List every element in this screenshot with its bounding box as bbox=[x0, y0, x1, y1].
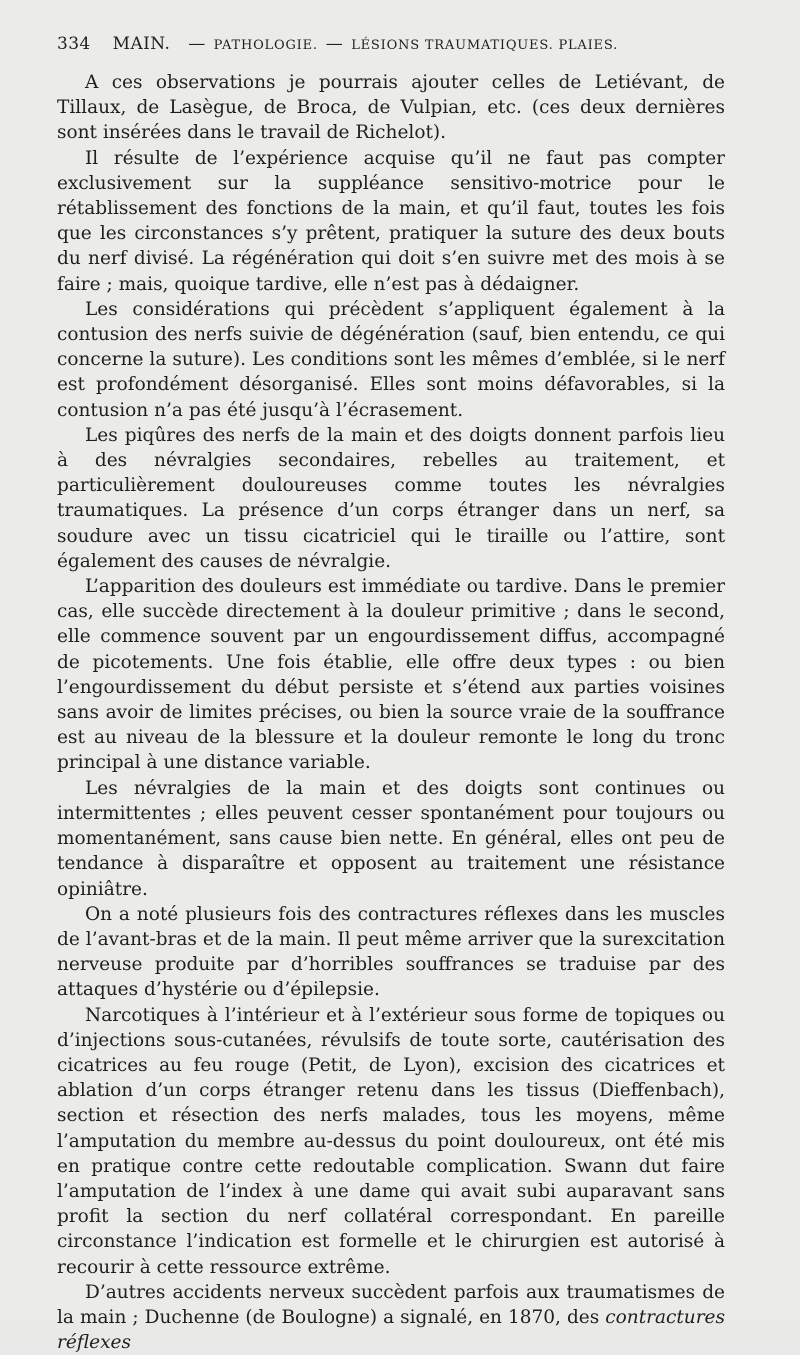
paragraph: Les névralgies de la main et des doigts sont continues ou intermittentes ; elles peuvent cesser spontanément pour toujours ou momentanément, sans cause bien nette. En général, elles ont peu de tendance à disparaître et opposent au traitement une résistance opiniâtre. bbox=[57, 777, 725, 900]
paragraph: Les considérations qui précèdent s’appliquent également à la contusion des nerfs suivie de dégénération (sauf, bien entendu, ce qui concerne la suture). Les conditions sont les mêmes d’emblée, si le nerf est profondément désorganisé. Elles sont moins défavorables, si la contusion n’a pas été jusqu’à l’écrasement. bbox=[57, 298, 725, 421]
header-main-label: MAIN. bbox=[112, 34, 171, 54]
paragraph-last bbox=[57, 1280, 725, 1355]
paragraph: A ces observations je pourrais ajouter celles de Letiévant, de Tillaux, de Lasègue, de Broca, de Vulpian, etc. (ces deux dernières sont insérées dans le travail de Richelot). bbox=[57, 72, 725, 144]
paragraph: On a noté plusieurs fois des contractures réflexes dans les muscles de l’avant-bras et de la main. Il peut même arriver que la surexcitation nerveuse produite par d’horribles souffrances se traduise par des attaques d’hystérie ou d’épilepsie. bbox=[57, 903, 725, 1001]
paragraph: L’apparition des douleurs est immédiate ou tardive. Dans le premier cas, elle succède directement à la douleur primitive ; dans le second, elle commence souvent par un engourdissement diffus, accompagné de picotements. Une fois établie, elle offre deux types : ou bien l’engourdissement du début persiste et s’étend aux parties voisines sans avoir de limites précises, ou bien la source vraie de la souffrance est au niveau de la blessure et la douleur remonte le long du tronc principal à une distance variable. bbox=[57, 576, 725, 774]
header-section: PATHOLOGIE. bbox=[213, 38, 318, 53]
paragraph: Narcotiques à l’intérieur et à l’extérieur sous forme de topiques ou d’injections sous-cutanées, révulsifs de toute sorte, cautérisation des cicatrices au feu rouge (Petit, de Lyon), excision des cicatrices et ablation d’un corps étranger retenu dans les tissus (Dieffenbach), section et résection des nerfs malades, tous les moyens, même l’amputation du membre au-dessus du point douloureux, ont été mis en pratique contre cette redoutable complication. Swann dut faire l’amputation de l’index à une dame qui avait subi auparavant sans profit la section du nerf collatéral correspondant. En pareille circonstance l’indication est formelle et le chirurgien est autorisé à recourir à cette ressource extrême. bbox=[57, 1004, 725, 1278]
header-subsection: LÉSIONS TRAUMATIQUES. PLAIES. bbox=[351, 38, 619, 53]
header-dash: — bbox=[188, 34, 206, 54]
paragraph-last-text: D’autres accidents nerveux succèdent parfois aux traumatismes de la main ; Duchenne (de Boulogne) a signalé, en 1870, des bbox=[57, 1281, 725, 1328]
page-number: 334 bbox=[57, 34, 91, 54]
italic-term: contractures réflexes bbox=[57, 1306, 725, 1354]
paragraph: Il résulte de l’expérience acquise qu’il ne faut pas compter exclusivement sur la suppléance sensitivo-motrice pour le rétablissement des fonctions de la main, et qu’il faut, toutes les fois que les circonstances s’y prêtent, pratiquer la suture des deux bouts du nerf divisé. La régénération qui doit s’en suivre met des mois à se faire ; mais, quoique tardive, elle n’est pas à dédaigner. bbox=[57, 147, 725, 295]
running-header bbox=[57, 34, 737, 60]
header-dash: — bbox=[325, 34, 344, 54]
paragraph: Les piqûres des nerfs de la main et des doigts donnent parfois lieu à des névralgies secondaires, rebelles au traitement, et particulièrement douloureuses comme toutes les névralgies traumatiques. La présence d’un corps étranger dans un nerf, sa soudure avec un tissu cicatriciel qui le tiraille ou l’attire, sont également des causes de névralgie. bbox=[57, 424, 725, 572]
page-body bbox=[57, 70, 725, 1355]
